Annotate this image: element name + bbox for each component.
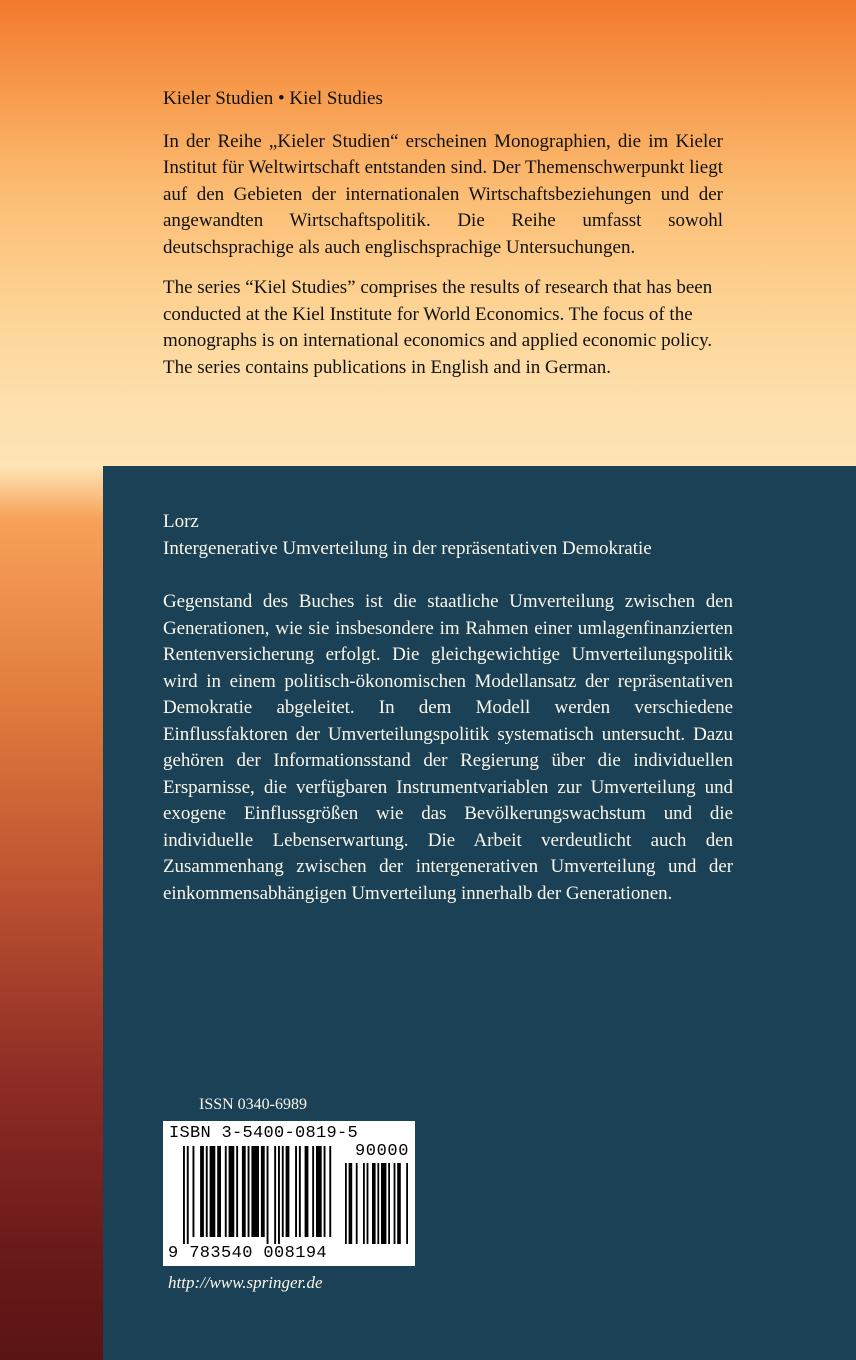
barcode-bar	[251, 1146, 259, 1237]
barcode-bar	[324, 1146, 326, 1237]
barcode-bar	[236, 1146, 238, 1237]
barcode-bar	[345, 1163, 347, 1244]
barcode-bar	[200, 1146, 204, 1237]
isbn-number: ISBN 3-5400-0819-5	[169, 1124, 359, 1143]
barcode-bar	[372, 1163, 376, 1244]
ean-number: 9 783540 008194	[168, 1244, 328, 1263]
barcode-bar	[248, 1146, 250, 1237]
barcode-bar	[397, 1163, 401, 1244]
series-heading: Kieler Studien • Kiel Studies	[163, 88, 383, 109]
barcode-bar	[278, 1146, 280, 1244]
book-title: Intergenerative Umverteilung in der repräsentativen Demokratie	[163, 537, 652, 559]
barcode-bar	[217, 1146, 221, 1237]
barcode-bar	[206, 1146, 208, 1237]
series-description-german: In der Reihe „Kieler Studien“ erscheinen Monographien, die im Kieler Institut für Weltwirtschaft entstanden sind. Der Themenschwerpunkt liegt auf den Gebieten der internationalen Wirtschaftsbeziehungen und der angewandten Wirtschaftspolitik. Die Reihe umfasst sowohl deutschsprachige als auch englischsprachige Untersuchungen.	[163, 130, 723, 258]
barcode-bar	[210, 1146, 216, 1237]
publisher-url[interactable]: http://www.springer.de	[168, 1273, 323, 1292]
barcode-bar	[193, 1146, 195, 1237]
barcode-bar	[225, 1146, 227, 1237]
isbn-barcode	[163, 1121, 415, 1266]
barcode-bar	[305, 1146, 309, 1237]
series-info	[163, 86, 723, 381]
book-abstract: Gegenstand des Buches ist die staatliche Umverteilung zwischen den Generationen, wie sie insbesondere im Rahmen einer umlagenfinanzierten Rentenversicherung erfolgt. Die gleichgewichtige Umverteilungspolitik wird in einem politisch-ökonomischen Modellansatz der repräsentativen Demokratie abgeleitet. In dem Modell werden verschiedene Einflussfaktoren der Umverteilungspolitik systematisch untersucht. Dazu gehören der Informationsstand der Regierung über die individuellen Ersparnisse, die verfügbaren Instrumentvariablen zur Umverteilung und exogene Einflussgrößen wie das Bevölkerungswachstum und die individuelle Lebenserwartung. Die Arbeit verdeutlicht auch den Zusammenhang zwischen der intergenerativen Umverteilung und der einkommensabhängigen Umverteilung innerhalb der Generationen.	[163, 591, 733, 904]
barcode-bar	[187, 1146, 189, 1244]
barcode-bar	[329, 1146, 331, 1237]
barcode-bar	[267, 1146, 269, 1244]
barcode-bar	[229, 1146, 235, 1237]
barcode-bar	[274, 1146, 276, 1244]
barcode-bar	[261, 1146, 265, 1237]
barcode-bar	[242, 1146, 246, 1237]
barcode-bar	[349, 1163, 353, 1244]
barcode-bar	[406, 1163, 408, 1244]
barcode-bar	[377, 1163, 379, 1244]
barcode-bar	[299, 1146, 301, 1237]
series-description-english: The series “Kiel Studies” comprises the results of research that has been conducted at the Kiel Institute for World Economics. The focus of the monographs is on international economics and applied economic policy. The series contains publications in English and in German.	[163, 277, 713, 378]
barcode-bar	[381, 1163, 386, 1244]
price-code: 90000	[354, 1142, 409, 1161]
barcode-bar	[282, 1146, 284, 1237]
book-author: Lorz	[163, 511, 199, 532]
barcode-bar	[316, 1146, 322, 1237]
barcode-bar	[363, 1163, 365, 1244]
barcode-bar	[312, 1146, 314, 1237]
barcode-bar	[388, 1163, 390, 1244]
barcode-bar	[183, 1146, 185, 1244]
issn-label: ISSN 0340-6989	[199, 1096, 308, 1113]
barcode-bar	[367, 1163, 369, 1244]
barcode-bar	[356, 1163, 358, 1244]
barcode-bar	[286, 1146, 290, 1237]
book-blurb	[163, 509, 733, 907]
barcode-bar	[295, 1146, 297, 1237]
barcode-bar	[394, 1163, 396, 1244]
